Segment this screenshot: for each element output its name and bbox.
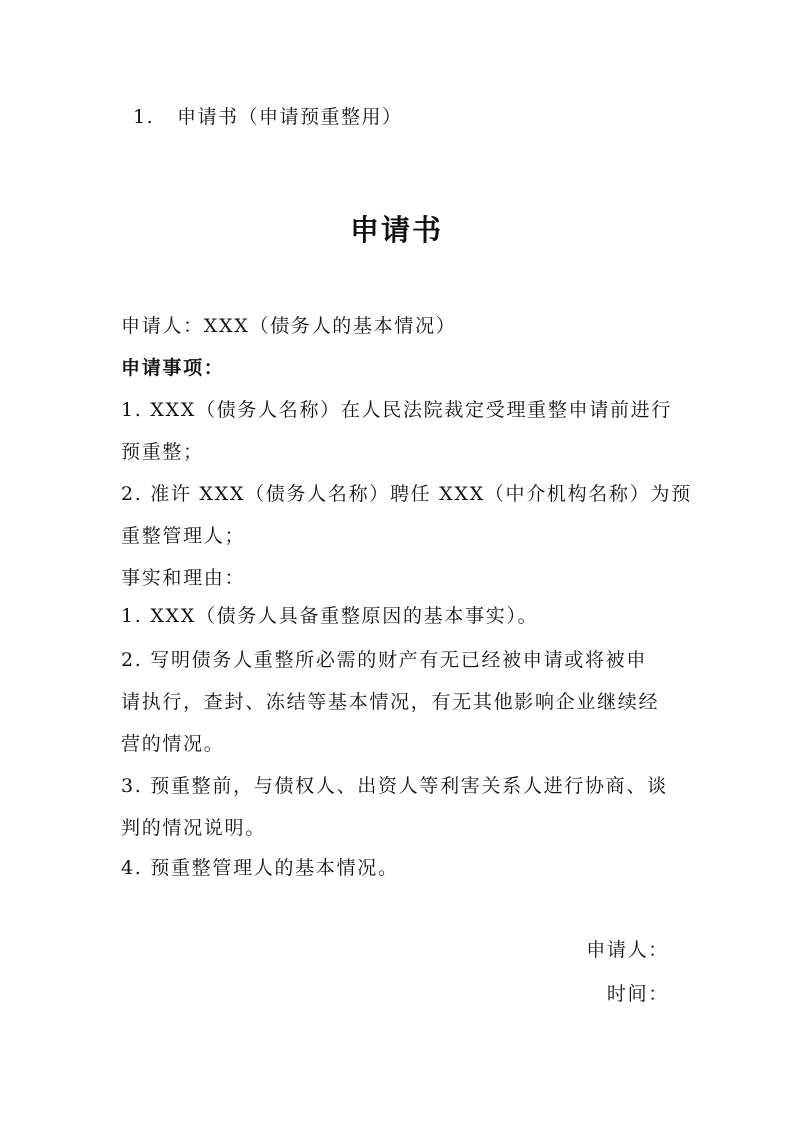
signature-date-label: 时间： — [606, 983, 669, 1005]
request-line-2: 预重整； — [121, 441, 204, 463]
facts-line-7: 4. 预重整管理人的基本情况。 — [121, 857, 399, 879]
request-line-1: 1. XXX（债务人名称）在人民法院裁定受理重整申请前进行 — [121, 399, 673, 421]
request-line-4: 重整管理人； — [121, 525, 246, 547]
facts-line-5: 3. 预重整前，与债权人、出资人等利害关系人进行协商、谈 — [121, 775, 668, 797]
facts-line-2: 2. 写明债务人重整所必需的财产有无已经被申请或将被申 — [121, 649, 648, 671]
signature-applicant-label: 申请人： — [586, 939, 669, 961]
facts-heading: 事实和理由： — [121, 567, 246, 589]
section-number: 1. — [133, 106, 155, 128]
facts-line-6: 判的情况说明。 — [121, 817, 266, 839]
applicant-line: 申请人：XXX（债务人的基本情况） — [121, 315, 457, 337]
document-title: 申请书 — [349, 213, 443, 247]
facts-line-4: 营的情况。 — [121, 733, 225, 755]
facts-line-3: 请执行，查封、冻结等基本情况，有无其他影响企业继续经 — [121, 691, 660, 713]
facts-line-1: 1. XXX（债务人具备重整原因的基本事实）。 — [121, 605, 539, 627]
request-line-3: 2. 准许 XXX（债务人名称）聘任 XXX（中介机构名称）为预 — [121, 483, 692, 505]
request-heading: 申请事项： — [121, 357, 225, 379]
section-heading-text: 申请书（申请预重整用） — [177, 106, 403, 128]
section-heading — [133, 105, 403, 129]
